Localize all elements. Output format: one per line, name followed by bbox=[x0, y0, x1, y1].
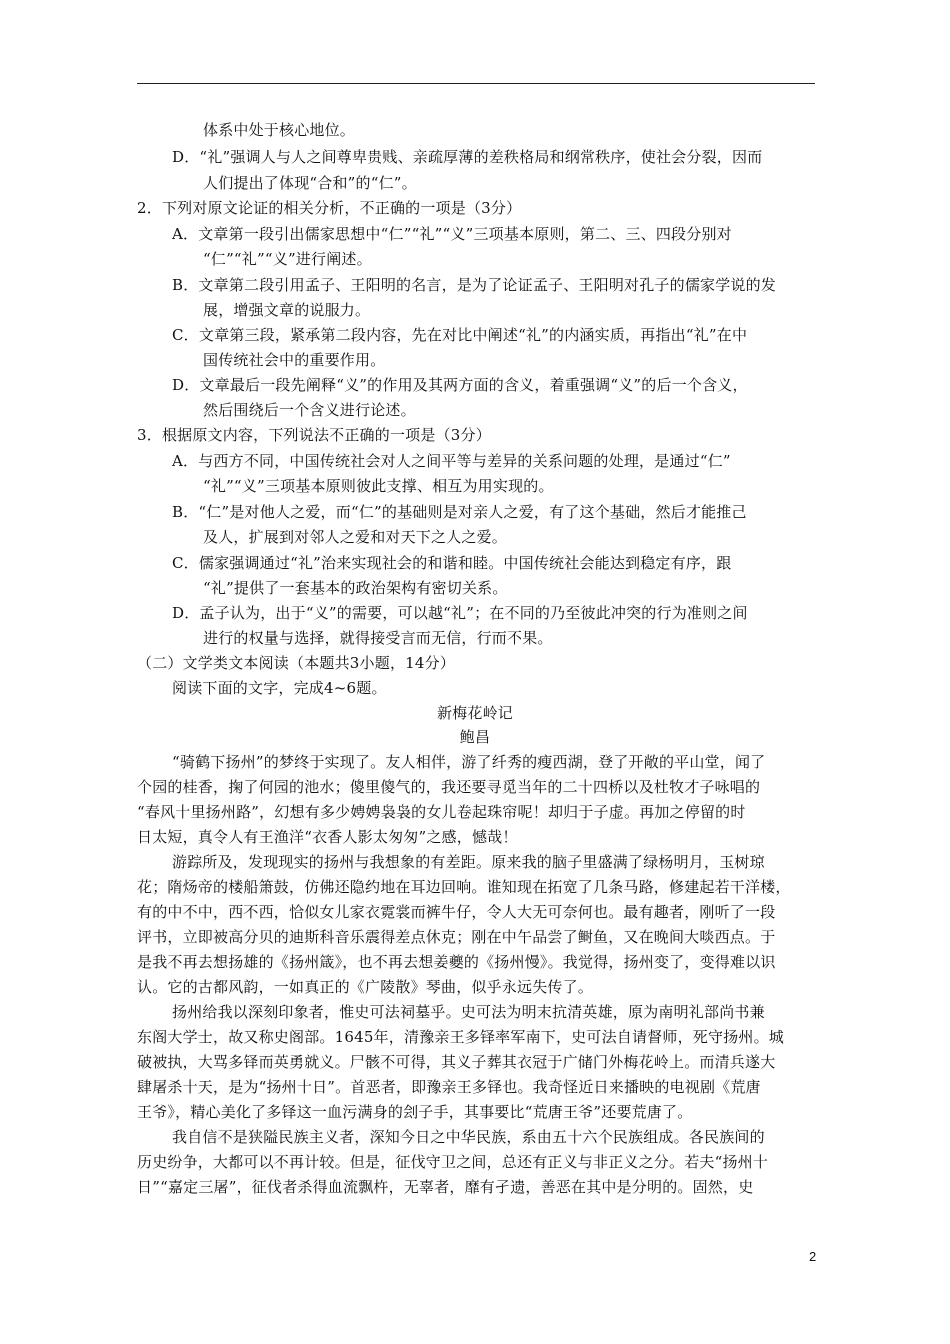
article-author: 鲍昌 bbox=[459, 728, 491, 746]
q2-option-d-line1: D．文章最后一段先阐释“义”的作用及其两方面的含义，着重强调“义”的后一个含义， bbox=[172, 376, 748, 394]
q3-option-c-line1: C．儒家强调通过“礼”治来实现社会的和谐和睦。中国传统社会能达到稳定有序，跟 bbox=[172, 554, 732, 572]
para3-line5: 王爷》，精心美化了多铎这一血污满身的刽子手，其事要比“荒唐王爷”还要荒唐了。 bbox=[137, 1103, 693, 1121]
para2-line3: 有的中不中，西不西，恰似女儿家衣霓裳而裤牛仔，令人大无可奈何也。最有趣者，刚听了一段 bbox=[137, 903, 776, 921]
para2-line4: 评书，立即被高分贝的迪斯科音乐震得差点休克；刚在中午品尝了鲥鱼，又在晚间大啖西点。于 bbox=[137, 928, 776, 946]
q2-option-a-line1: A．文章第一段引出儒家思想中“仁”“礼”“义”三项基本原则，第二、三、四段分别对 bbox=[172, 225, 732, 243]
q3-option-c-line2: “礼”提供了一套基本的政治架构有密切关系。 bbox=[203, 579, 508, 597]
q2-option-a-line2: “仁”“礼”“义”进行阐述。 bbox=[203, 250, 372, 268]
para1-line1: “骑鹤下扬州”的梦终于实现了。友人相伴，游了纤秀的瘦西湖，登了开敞的平山堂，闻了 bbox=[172, 753, 766, 771]
q3-option-d-line1: D．孟子认为，出于“义”的需要，可以越“礼”；在不同的乃至彼此冲突的行为准则之间 bbox=[172, 604, 748, 622]
para2-line5: 是我不再去想扬雄的《扬州箴》，也不再去想姜夔的《扬州慢》。我觉得，扬州变了，变得难以识 bbox=[137, 953, 776, 971]
para1-line4: 日太短，真令人有王渔洋“衣香人影太匆匆”之感，憾哉！ bbox=[137, 828, 518, 846]
para4-line1: 我自信不是狭隘民族主义者，深知今日之中华民族，系由五十六个民族组成。各民族间的 bbox=[172, 1128, 765, 1146]
q2-option-b-line2: 展，增强文章的说服力。 bbox=[203, 301, 371, 319]
para4-line3: 日”“嘉定三屠”，征伐者杀得血流飘杵，无辜者，靡有孑遗，善恶在其中是分明的。固然，史 bbox=[137, 1178, 754, 1196]
para3-line4: 肆屠杀十天，是为“扬州十日”。首恶者，即豫亲王多铎也。我奇怪近日来播映的电视剧《荒唐 bbox=[137, 1078, 761, 1096]
q2-option-d-line2: 然后围绕后一个含义进行论述。 bbox=[203, 401, 416, 419]
q1-option-c-continuation: 体系中处于核心地位。 bbox=[203, 121, 356, 139]
section2-instruction: 阅读下面的文字，完成4~6题。 bbox=[172, 679, 387, 697]
para1-line3: “春风十里扬州路”，幻想有多少娉娉袅袅的女儿卷起珠帘呢！却归于子虚。再加之停留的时 bbox=[137, 803, 746, 821]
q1-option-d-line1: D．“礼”强调人与人之间尊卑贵贱、亲疏厚薄的差秩格局和纲常秩序，使社会分裂，因而 bbox=[172, 148, 763, 166]
q2-option-c-line2: 国传统社会中的重要作用。 bbox=[203, 351, 386, 369]
q2-option-b-line1: B．文章第二段引用孟子、王阳明的名言，是为了论证孟子、王阳明对孔子的儒家学说的发 bbox=[172, 276, 777, 294]
article-title: 新梅花岭记 bbox=[436, 704, 513, 722]
para3-line3: 破被执，大骂多铎而英勇就义。尸骸不可得，其义子葬其衣冠于广储门外梅花岭上。而清兵遂大 bbox=[137, 1053, 776, 1071]
q3-option-d-line2: 进行的权量与选择，就得接受言而无信，行而不果。 bbox=[203, 629, 553, 647]
section2-heading: （二）文学类文本阅读（本题共3小题，14分） bbox=[137, 654, 456, 672]
page-number: 2 bbox=[809, 1249, 817, 1264]
para2-line2: 花；隋炀帝的楼船箫鼓，仿佛还隐约地在耳边回响。谁知现在拓宽了几条马路，修建起若干洋楼， bbox=[137, 878, 791, 896]
para3-line1: 扬州给我以深刻印象者，惟史可法祠墓乎。史可法为明末抗清英雄，原为南明礼部尚书兼 bbox=[172, 1003, 765, 1021]
para2-line6: 认。它的古都风韵，一如真正的《广陵散》琴曲，似乎永远失传了。 bbox=[137, 978, 594, 996]
q3-option-b-line1: B．“仁”是对他人之爱，而“仁”的基础则是对亲人之爱，有了这个基础，然后才能推己 bbox=[172, 503, 747, 521]
para4-line2: 历史纷争，大都可以不再计较。但是，征伐守卫之间，总还有正义与非正义之分。若夫“扬州十 bbox=[137, 1153, 769, 1171]
q3-option-a-line2: “礼”“义”三项基本原则彼此支撑、相互为用实现的。 bbox=[203, 477, 554, 495]
para3-line2: 东阁大学士，故又称史阁部。1645年，清豫亲王多铎率军南下，史可法自请督师，死守扬州。城 bbox=[137, 1028, 784, 1046]
q2-stem: 2．下列对原文论证的相关分析，不正确的一项是（3分） bbox=[137, 199, 522, 217]
q1-option-d-line2: 人们提出了体现“合和”的“仁”。 bbox=[203, 174, 417, 192]
q3-option-a-line1: A．与西方不同，中国传统社会对人之间平等与差异的关系问题的处理，是通过“仁” bbox=[172, 452, 731, 470]
q2-option-c-line1: C．文章第三段，紧承第二段内容，先在对比中阐述“礼”的内涵实质，再指出“礼”在中 bbox=[172, 326, 748, 344]
para2-line1: 游踪所及，发现现实的扬州与我想象的有差距。原来我的脑子里盛满了绿杨明月，玉树琼 bbox=[172, 853, 765, 871]
q3-option-b-line2: 及人，扩展到对邻人之爱和对天下之人之爱。 bbox=[203, 528, 508, 546]
para1-line2: 个园的桂香，掬了何园的池水；傻里傻气的，我还要寻觅当年的二十四桥以及杜牧才子咏唱的 bbox=[137, 778, 761, 796]
q3-stem: 3．根据原文内容，下列说法不正确的一项是（3分） bbox=[137, 426, 491, 444]
header-rule bbox=[137, 83, 815, 84]
